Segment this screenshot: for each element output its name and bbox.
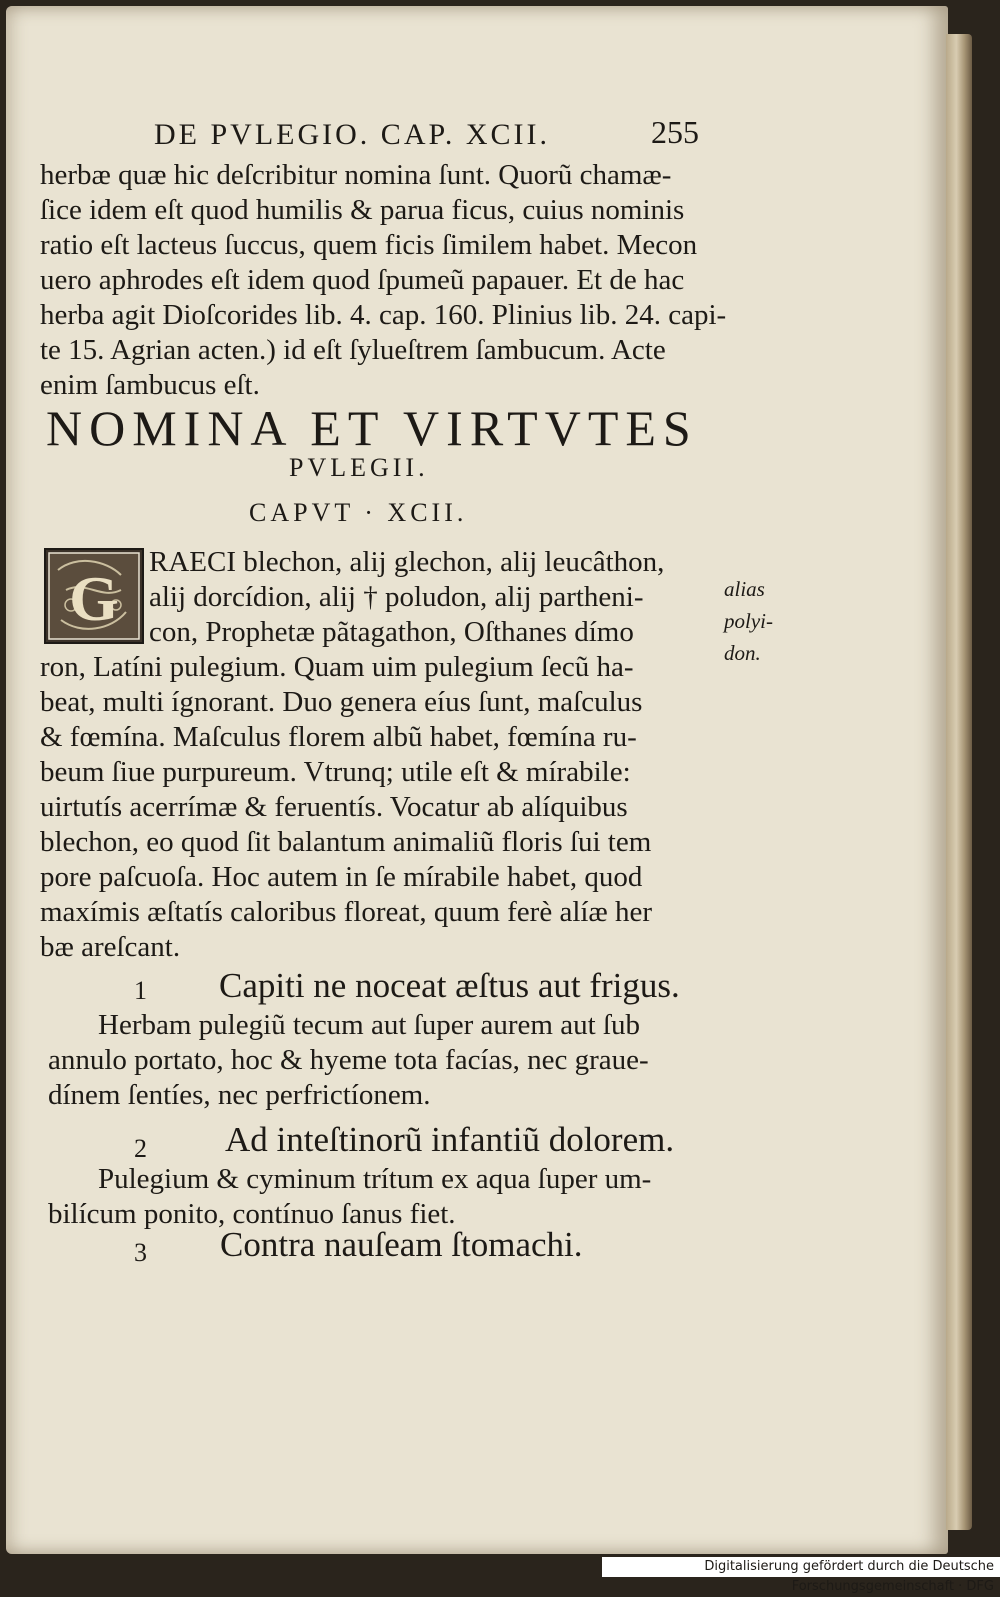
text-line: te 15. Agrian acten.) id eſt ſylueſtrem ſambucum. Acte [40,334,666,366]
text-line: herbæ quæ hic deſcribitur nomina ſunt. Quorũ chamæ- [40,159,672,191]
digitization-credit: Digitalisierung gefördert durch die Deutsche Forschungsgemeinschaft · DFG [602,1557,1000,1577]
chapter-subtitle: PVLEGII. [289,453,429,482]
text-line: maxímis æſtatís caloribus floreat, quum ferè alíæ her [40,896,653,928]
text-line: & fœmína. Maſculus florem albũ habet, fœmína ru- [40,721,637,753]
text-line: Pulegium & cyminum trítum ex aqua ſuper um- [98,1163,652,1195]
margin-note-line: polyi- [724,609,773,633]
text-line: blechon, eo quod ſit balantum animaliũ floris ſui tem [40,826,652,858]
remedy-number: 1 [134,976,147,1005]
remedy-number: 3 [134,1238,147,1267]
text-line: uirtutís acerrímæ & feruentís. Vocatur ab alíquibus [40,791,628,823]
text-line: beat, multi ígnorant. Duo genera eíus ſunt, maſculus [40,686,643,718]
chapter-title: NOMINA ET VIRTVTES [46,400,698,456]
running-head: DE PVLEGIO. CAP. XCII. [154,118,550,151]
text-line: alij dorcídion, alij † poludon, alij partheni- [149,581,644,613]
remedy-number: 2 [134,1134,147,1163]
text-line: beum ſiue purpureum. Vtrunq; utile eſt & mírabile: [40,756,631,788]
text-line: bæ areſcant. [40,931,181,963]
margin-note-line: don. [724,641,761,665]
text-line: enim ſambucus eſt. [40,369,260,401]
text-line: ron, Latíni pulegium. Quam uim pulegium ſecũ ha- [40,651,634,683]
text-line: annulo portato, hoc & hyeme tota facías, nec graue- [48,1044,649,1076]
initial-letter-glyph: G [69,563,119,634]
remedy-heading: Capiti ne noceat æſtus aut frigus. [219,966,680,1005]
text-line: ſice idem eſt quod humilis & parua ficus, cuius nominis [40,194,685,226]
page-number: 255 [651,114,699,150]
text-line: bilícum ponito, contínuo ſanus fiet. [48,1198,456,1230]
text-line: RAECI blechon, alij glechon, alij leucâthon, [149,546,665,578]
text-line: con, Prophetæ pãtagathon, Oſthanes dímo [149,616,634,648]
remedy-heading: Contra nauſeam ſtomachi. [220,1225,583,1264]
remedy-heading: Ad inteſtinorũ infantiũ dolorem. [225,1120,675,1159]
text-line: dínem ſentíes, nec perfrictíonem. [48,1079,431,1111]
book-page [6,6,948,1554]
decorated-initial [44,548,144,644]
text-line: uero aphrodes eſt idem quod ſpumeũ papauer. Et de hac [40,264,685,296]
text-line: herba agit Dioſcorides lib. 4. cap. 160. Plinius lib. 24. capi- [40,299,727,331]
text-line: pore paſcuoſa. Hoc autem in ſe mírabile habet, quod [40,861,643,893]
margin-note-line: alias [724,577,765,601]
chapter-number: CAPVT · XCII. [249,498,468,527]
text-line: ratio eſt lacteus ſuccus, quem ficis ſimilem habet. Mecon [40,229,698,261]
text-line: Herbam pulegiũ tecum aut ſuper aurem aut ſub [98,1009,640,1041]
page-edge [946,34,972,1530]
